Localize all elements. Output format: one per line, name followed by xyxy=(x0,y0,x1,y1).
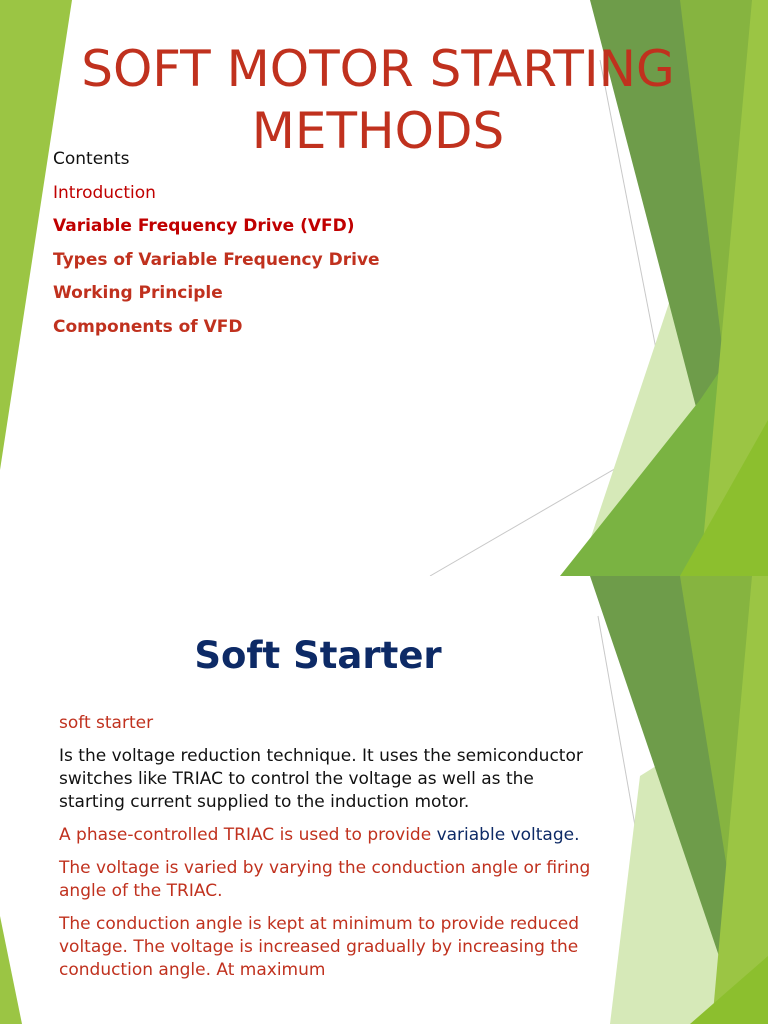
paragraph-4: The conduction angle is kept at minimum to provide reduced voltage. The voltage is increased gradually by increasing the conduction angle. At maximum xyxy=(59,914,580,980)
contents-item-introduction: Introduction xyxy=(53,182,156,203)
paragraph-1: Is the voltage reduction technique. It uses the semiconductor switches like TRIAC to control the voltage as well as the starting current supplied to the induction motor. xyxy=(59,746,583,812)
paragraph-2-end: . xyxy=(574,825,580,845)
contents-list xyxy=(53,148,380,349)
contents-item-working-principle: Working Principle xyxy=(53,283,223,303)
contents-label: Contents xyxy=(53,149,130,169)
paragraph-2 xyxy=(59,824,599,847)
contents-item-vfd: Variable Frequency Drive (VFD) xyxy=(53,216,355,236)
paragraph-2-text: A phase-controlled TRIAC is used to provide xyxy=(59,825,437,845)
paragraph-3: The voltage is varied by varying the conduction angle or firing angle of the TRIAC. xyxy=(59,858,591,901)
left-green-sliver xyxy=(0,916,22,1024)
slide-2-title: Soft Starter xyxy=(194,634,442,677)
contents-item-components: Components of VFD xyxy=(53,316,243,337)
slide-2-body xyxy=(59,712,599,992)
subheading: soft starter xyxy=(59,713,154,733)
slide-2 xyxy=(0,576,768,1024)
contents-item-types: Types of Variable Frequency Drive xyxy=(53,249,380,270)
slide-1-title: SOFT MOTOR STARTING METHODS xyxy=(81,40,675,160)
paragraph-2-highlight: variable voltage xyxy=(436,825,575,845)
